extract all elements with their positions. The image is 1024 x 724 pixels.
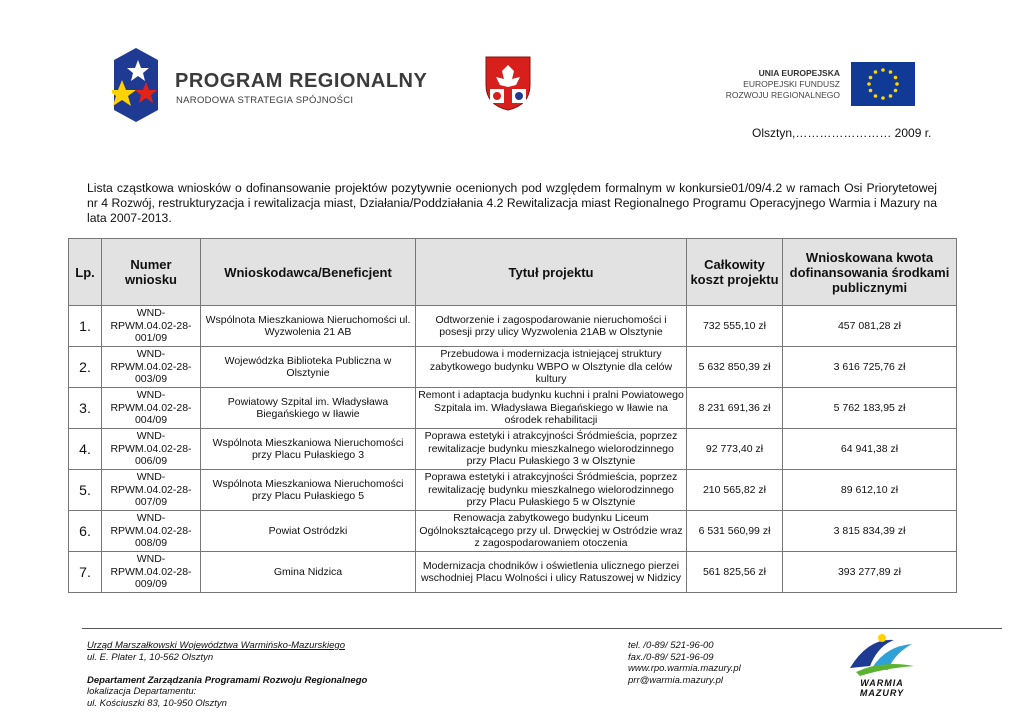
table-header-row (69, 239, 957, 306)
coat-of-arms-icon (484, 55, 532, 111)
header-title: Tytuł projektu (416, 239, 687, 306)
cell-amount: 5 762 183,95 zł (783, 388, 957, 429)
table-row (69, 306, 957, 347)
cell-number: WND-RPWM.04.02-28-003/09 (102, 347, 201, 388)
table-row (69, 347, 957, 388)
warmia-mazury-wave-icon (842, 632, 922, 678)
cell-title: Remont i adaptacja budynku kuchni i pralni Powiatowego Szpitala im. Władysława Biegańskiego w Iławie na ośrodek rehabilitacji (416, 388, 687, 429)
cell-applicant: Wspólnota Mieszkaniowa Nieruchomości ul. Wyzwolenia 21 AB (201, 306, 416, 347)
cell-title: Poprawa estetyki i atrakcyjności Śródmieścia, poprzez rewitalizację budynku mieszkalnego wielorodzinnego przy Placu Pułaskiego 5 w Olsztynie (416, 470, 687, 511)
eu-line-2: EUROPEJSKI FUNDUSZ (743, 79, 840, 89)
footer-www-link[interactable]: www.rpo.warmia.mazury.pl (628, 663, 741, 674)
cell-amount: 393 277,89 zł (783, 552, 957, 593)
cell-title: Odtworzenie i zagospodarowanie nieruchomości i posesji przy ulicy Wyzwolenia 21AB w Olsztynie (416, 306, 687, 347)
cell-number: WND-RPWM.04.02-28-008/09 (102, 511, 201, 552)
cell-cost: 92 773,40 zł (687, 429, 783, 470)
place-date: Olsztyn,…………………… 2009 r. (752, 126, 932, 140)
program-subtitle: NARODOWA STRATEGIA SPÓJNOŚCI (176, 95, 354, 106)
table-row (69, 429, 957, 470)
cell-lp: 7. (69, 552, 102, 593)
table-row (69, 388, 957, 429)
header-cost: Całkowity koszt projektu (687, 239, 783, 306)
table-row (69, 552, 957, 593)
header-amount: Wnioskowana kwota dofinansowania środkami publicznymi (783, 239, 957, 306)
table-row (69, 470, 957, 511)
cell-title: Renowacja zabytkowego budynku Liceum Ogólnokształcącego przy ul. Drwęckiej w Ostródzie wraz z zagospodarowaniem otoczenia (416, 511, 687, 552)
cell-lp: 6. (69, 511, 102, 552)
cell-number: WND-RPWM.04.02-28-004/09 (102, 388, 201, 429)
cell-number: WND-RPWM.04.02-28-006/09 (102, 429, 201, 470)
cell-amount: 3 616 725,76 zł (783, 347, 957, 388)
table-row (69, 511, 957, 552)
header-applicant: Wnioskodawca/Beneficjent (201, 239, 416, 306)
program-title: PROGRAM REGIONALNY (175, 70, 428, 92)
cell-number: WND-RPWM.04.02-28-009/09 (102, 552, 201, 593)
warmia-logo-text: WARMIA (860, 678, 904, 688)
footer-office: Urząd Marszałkowski Województwa Warmińsko-Mazurskiego (87, 640, 345, 651)
cell-applicant: Gmina Nidzica (201, 552, 416, 593)
cell-cost: 6 531 560,99 zł (687, 511, 783, 552)
cell-cost: 210 565,82 zł (687, 470, 783, 511)
header-lp: Lp. (69, 239, 102, 306)
eu-line-3: ROZWOJU REGIONALNEGO (725, 90, 840, 100)
footer-office-address: ul. E. Plater 1, 10-562 Olsztyn (87, 651, 214, 663)
cell-lp: 5. (69, 470, 102, 511)
cell-lp: 2. (69, 347, 102, 388)
cell-amount: 89 612,10 zł (783, 470, 957, 511)
cell-applicant: Powiatowy Szpital im. Władysława Biegańskiego w Iławie (201, 388, 416, 429)
intro-paragraph: Lista cząstkowa wniosków o dofinansowanie projektów pozytywnie ocenionych pod względem formalnym w konkursie01/09/4.2 w ramach Osi Priorytetowej nr 4 Rozwój, restrukturyzacja i rewitalizacja miast, Działania/Poddziałania 4.2 Rewitalizacja miast Regionalnego Programu Operacyjnego Warmia i Mazury na lata 2007-2013. (87, 181, 937, 225)
cell-title: Poprawa estetyki i atrakcyjności Śródmieścia, poprzez rewitalizacje budynku mieszkalnego wielorodzinnego przy Placu Pułaskiego 3 w Olsztynie (416, 429, 687, 470)
cell-number: WND-RPWM.04.02-28-007/09 (102, 470, 201, 511)
projects-table (68, 238, 957, 593)
program-regionalny-logo (112, 46, 428, 126)
footer-contact-left (87, 640, 367, 709)
header-number: Numer wniosku (102, 239, 201, 306)
footer-email-link[interactable]: prr@warmia.mazury.pl (628, 674, 723, 686)
eu-line-1: UNIA EUROPEJSKA (758, 68, 840, 78)
cell-title: Przebudowa i modernizacja istniejącej struktury zabytkowego budynku WBPO w Olsztynie dla celów kultury (416, 347, 687, 388)
footer-divider (82, 628, 1002, 629)
mazury-logo-text: MAZURY (859, 688, 905, 698)
cell-amount: 457 081,28 zł (783, 306, 957, 347)
eu-fund-logo (700, 60, 915, 110)
cell-amount: 64 941,38 zł (783, 429, 957, 470)
footer-fax: fax./0-89/ 521-96-09 (628, 651, 714, 663)
cell-lp: 3. (69, 388, 102, 429)
cell-number: WND-RPWM.04.02-28-001/09 (102, 306, 201, 347)
footer-department: Departament Zarządzania Programami Rozwoju Regionalnego (87, 674, 368, 686)
cell-cost: 732 555,10 zł (687, 306, 783, 347)
footer-tel: tel. /0-89/ 521-96-00 (628, 640, 714, 651)
cell-cost: 5 632 850,39 zł (687, 347, 783, 388)
cell-title: Modernizacja chodników i oświetlenia ulicznego pierzei wschodniej Placu Wolności i ulicy Ratuszowej w Nidzicy (416, 552, 687, 593)
warmia-mazury-logo (842, 632, 922, 704)
cell-lp: 4. (69, 429, 102, 470)
footer-contact-right (628, 640, 741, 686)
program-star-icon (112, 46, 160, 124)
eu-flag-icon (851, 62, 915, 106)
cell-cost: 8 231 691,36 zł (687, 388, 783, 429)
cell-applicant: Wspólnota Mieszkaniowa Nieruchomości przy Placu Pułaskiego 3 (201, 429, 416, 470)
footer-dept-address: ul. Kościuszki 83, 10-950 Olsztyn (87, 697, 227, 709)
cell-cost: 561 825,56 zł (687, 552, 783, 593)
footer-dept-location-label: lokalizacja Departamentu: (87, 686, 197, 697)
cell-amount: 3 815 834,39 zł (783, 511, 957, 552)
cell-applicant: Powiat Ostródzki (201, 511, 416, 552)
cell-lp: 1. (69, 306, 102, 347)
cell-applicant: Wspólnota Mieszkaniowa Nieruchomości przy Placu Pułaskiego 5 (201, 470, 416, 511)
cell-applicant: Wojewódzka Biblioteka Publiczna w Olsztynie (201, 347, 416, 388)
